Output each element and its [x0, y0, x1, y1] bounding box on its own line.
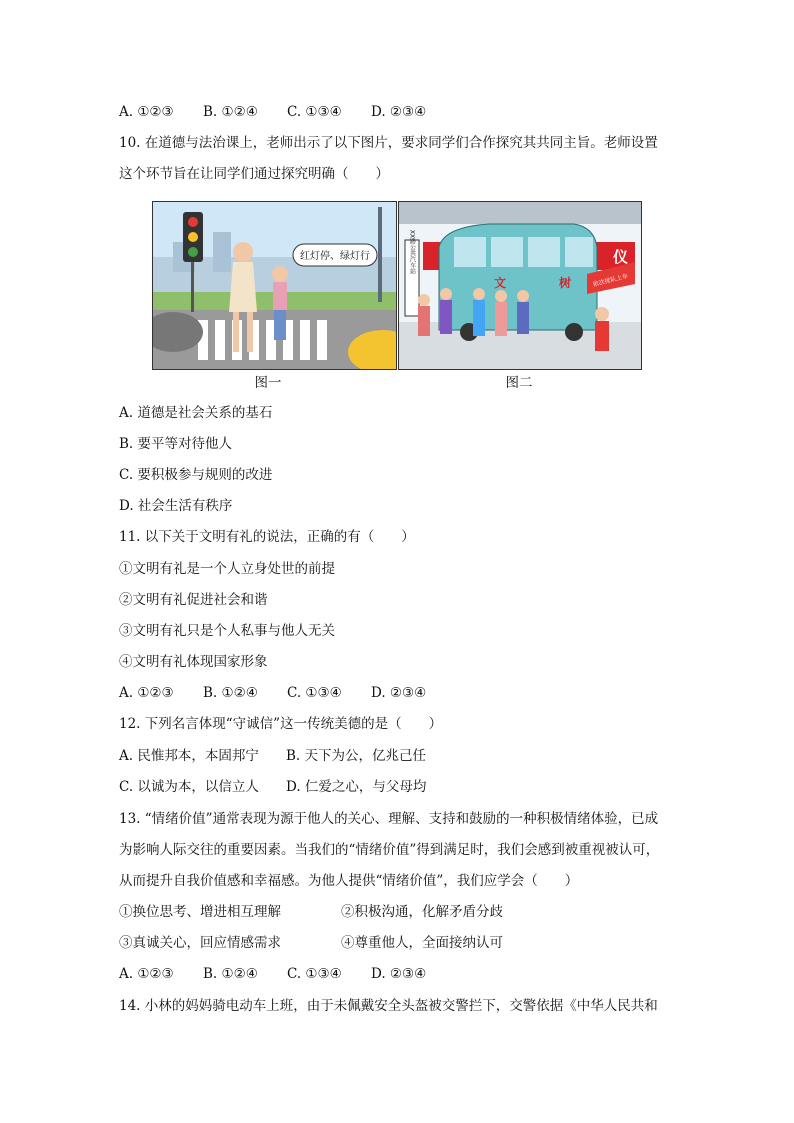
q13-options: [119, 965, 426, 983]
option-a: A. 民惟邦本，本固邦宁: [119, 748, 259, 764]
option-b: B. ①②④: [203, 104, 258, 120]
option-a: A. ①②③: [119, 104, 174, 120]
q14-stem-line1: 14. 小林的妈妈骑电动车上班，由于未佩戴安全头盔被交警拦下，交警依据《中华人民共和: [119, 998, 658, 1014]
q13-items-row2: [119, 934, 503, 952]
option-d: D. 仁爱之心，与父母均: [286, 779, 427, 795]
q13-items-row1: [119, 903, 503, 921]
figure-two-caption: 图二: [505, 375, 533, 391]
option-b: B. ①②④: [203, 966, 258, 982]
q13-item-3: ③真诚关心，回应情感需求: [119, 935, 281, 951]
figure-one: [152, 201, 397, 370]
figure-two: [398, 201, 642, 370]
figure-one-caption: 图一: [254, 375, 282, 391]
flag-text: 依次排队上车: [592, 272, 629, 289]
station-sign-text: XX路公共汽车站: [408, 229, 416, 275]
option-c: C. ①③④: [287, 104, 342, 120]
q13-stem-line3: 从而提升自我价值感和幸福感。为他人提供“情绪价值”，我们应学会（ ）: [119, 873, 579, 889]
option-d: D. ②③④: [371, 104, 427, 120]
q11-stem: 11. 以下关于文明有礼的说法，正确的有（ ）: [119, 529, 415, 545]
q13-item-1: ①换位思考、增进相互理解: [119, 904, 281, 920]
option-d: D. ②③④: [371, 966, 427, 982]
q13-item-4: ④尊重他人，全面接纳认可: [341, 935, 503, 951]
q12-stem: 12. 下列名言体现“守诚信”这一传统美德的是（ ）: [119, 716, 443, 732]
speech-bubble-text: 红灯停、绿灯行: [300, 251, 370, 262]
q10-option-a: A. 道德是社会关系的基石: [119, 405, 273, 421]
banner-right-text: 仪: [613, 248, 629, 266]
option-c: C. 以诚为本，以信立人: [119, 779, 259, 795]
bus-text: 文: [494, 276, 507, 290]
option-a: A. ①②③: [119, 685, 174, 701]
q9-options: [119, 103, 426, 121]
q10-stem-line2: 这个环节旨在让同学们通过探究明确（ ）: [119, 166, 389, 182]
option-c: C. ①③④: [287, 685, 342, 701]
q11-item-2: ②文明有礼促进社会和谐: [119, 592, 268, 608]
q10-option-d: D. 社会生活有秩序: [119, 498, 233, 514]
q10-option-c: C. 要积极参与规则的改进: [119, 467, 273, 483]
traffic-light-illustration: [153, 202, 396, 369]
option-c: C. ①③④: [287, 966, 342, 982]
q13-item-2: ②积极沟通，化解矛盾分歧: [341, 904, 503, 920]
q13-stem-line2: 为影响人际交往的重要因素。当我们的“情绪价值”得到满足时，我们会感到被重视被认可，: [119, 842, 660, 858]
option-b: B. 天下为公，亿兆己任: [286, 748, 427, 764]
q13-stem-line1: 13. “情绪价值”通常表现为源于他人的关心、理解、支持和鼓励的一种积极情绪体验，已成: [119, 811, 659, 827]
q12-options-row2: [119, 778, 426, 796]
q10-option-b: B. 要平等对待他人: [119, 436, 233, 452]
q11-options: [119, 684, 426, 702]
option-b: B. ①②④: [203, 685, 258, 701]
q12-options-row1: [119, 747, 426, 765]
option-d: D. ②③④: [371, 685, 427, 701]
q10-stem-line1: 10. 在道德与法治课上，老师出示了以下图片，要求同学们合作探究其共同主旨。老师设置: [119, 135, 658, 151]
q11-item-1: ①文明有礼是一个人立身处世的前提: [119, 561, 335, 577]
option-a: A. ①②③: [119, 966, 174, 982]
q11-item-3: ③文明有礼只是个人私事与他人无关: [119, 623, 335, 639]
bus-queue-illustration: [399, 202, 641, 369]
q11-item-4: ④文明有礼体现国家形象: [119, 654, 268, 670]
bus-text-2: 树: [559, 276, 572, 290]
